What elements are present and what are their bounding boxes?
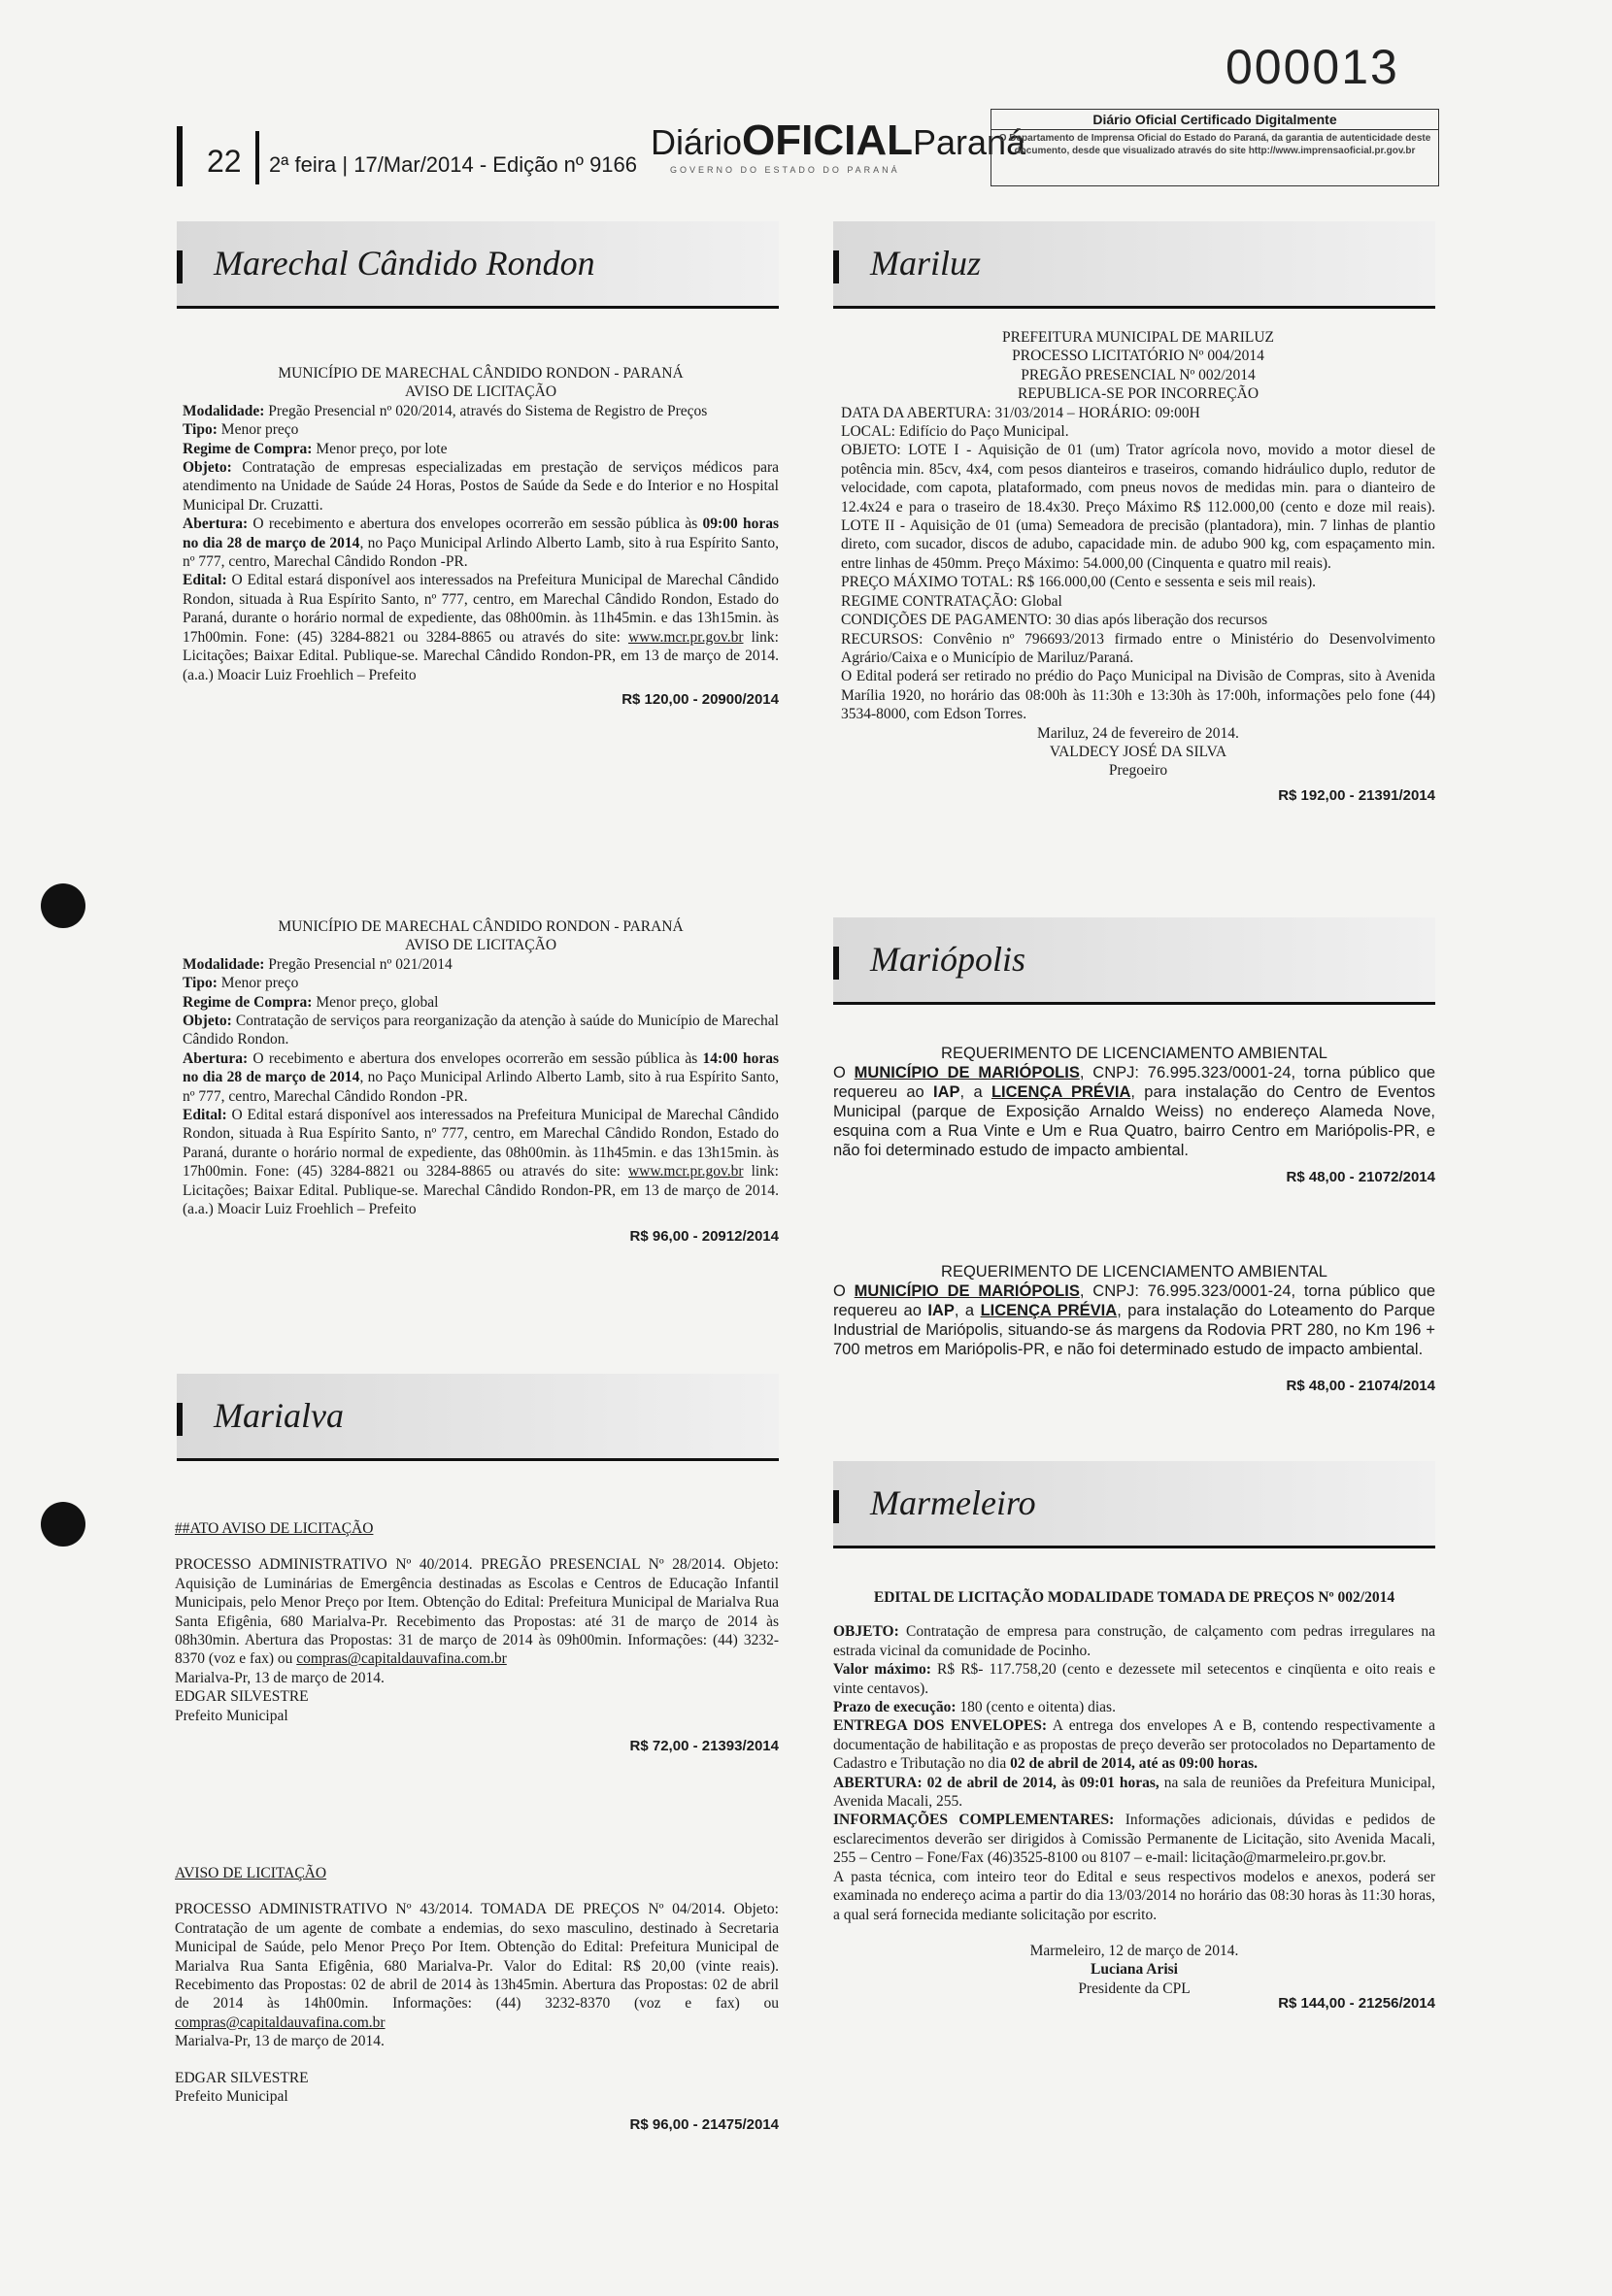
notice-mariopolis-2: REQUERIMENTO DE LICENCIAMENTO AMBIENTAL O MUNICÍPIO DE MARIÓPOLIS, CNPJ: 76.995.323/0001-24, torna público que requereu ao IAP, a LICENÇA PRÉVIA, para instalação do Loteamento do Parque Industrial de Mariópolis, situando-se ás margens da Rodovia PRT 280, no Km 196 + 700 metros em Mariópolis-PR, e não foi determinado estudo de impacto ambiental. R$ 48,00 - 21074/2014 [833, 1263, 1436, 1394]
issue-info: 2ª feira | 17/Mar/2014 - Edição nº 9166 [269, 152, 638, 177]
notice-marialva-1: ##ATO AVISO DE LICITAÇÃO PROCESSO ADMINISTRATIVO Nº 40/2014. PREGÃO PRESENCIAL Nº 28/2014. Objeto: Aquisição de Luminárias de Emergência destinadas as Escolas e Centros de Educação Infantil Municipais, pelo Menor Preço por Item. Obtenção do Edital: Prefeitura Municipal de Marialva Rua Santa Efigênia, 680 Marialva-Pr. Recebimento das Propostas: até 31 de março de 2014 às 08h30min. Abertura das Propostas: 31 de março de 2014 às 09h00min. Informações: (44) 3232-8370 (voz e fax) ou compras@capitaldauvafina.com.br Marialva-Pr, 13 de março de 2014. EDGAR SILVESTRE Prefeito Municipal R$ 72,00 - 21393/2014 [175, 1520, 779, 1755]
price-tag: R$ 144,00 - 21256/2014 [1278, 1995, 1435, 2013]
header-bar [255, 131, 259, 184]
cert-body: O Departamento de Imprensa Oficial do Estado do Paraná, da garantia de autenticidade deste documento, desde que visualizado através do site http://www.imprensaoficial.pr.gov.br [998, 133, 1431, 156]
section-header-marialva: Marialva [177, 1374, 779, 1461]
section-header-marechal: Marechal Cândido Rondon [177, 221, 779, 309]
notice-mcr-2: MUNICÍPIO DE MARECHAL CÂNDIDO RONDON - PARANÁ AVISO DE LICITAÇÃO Modalidade: Pregão Presencial nº 021/2014 Tipo: Menor preço Regime de Compra: Menor preço, global Objeto: Contratação de serviços para reorganização da atenção à saúde do Município de Marechal Cândido Rondon. Abertura: O recebimento e abertura dos envelopes ocorrerão em sessão pública às 14:00 horas no dia 28 de março de 2014, no Paço Municipal Arlindo Alberto Lamb, sito à rua Espírito Santo, nº 777, centro, Marechal Cândido Rondon -PR. Edital: O Edital estará disponível aos interessados na Prefeitura Municipal de Marechal Cândido Rondon, situada à Rua Espírito Santo, nº 777, centro, em Marechal Cândido Rondon, Estado do Paraná, durante o horário normal de expediente, das 08h00min. às 11h45min. e das 13h15min. às 17h00min. Fone: (45) 3284-8821 ou 3284-8865 ou através do site: www.mcr.pr.gov.br link: Licitações; Baixar Edital. Publique-se. Marechal Cândido Rondon-PR, em 13 de março de 2014. (a.a.) Moacir Luiz Froehlich – Prefeito R$ 96,00 - 20912/2014 [183, 918, 779, 1245]
page-stamp: 000013 [1226, 40, 1399, 94]
header-bar [177, 126, 183, 186]
page-number: 22 [207, 144, 242, 179]
notice-mariluz: PREFEITURA MUNICIPAL DE MARILUZ PROCESSO LICITATÓRIO Nº 004/2014 PREGÃO PRESENCIAL Nº 002/2014 REPUBLICA-SE POR INCORREÇÃO DATA DA ABERTURA: 31/03/2014 – HORÁRIO: 09:00H LOCAL: Edifício do Paço Municipal. OBJETO: LOTE I - Aquisição de 01 (um) Trator agrícola novo, movido a motor diesel de potência min. 85cv, 4x4, com pesos dianteiros e traseiros, comando hidráulico duplo, redutor de velocidade, com capota, plataformado, com pneus novos de medidas min. para o dianteiro de 12.4x24 e para o traseiro de 18.4x30. Preço Máximo R$ 112.000,00 (cento e doze mil reais). LOTE II - Aquisição de 01 (uma) Semeadora de precisão (plantadora), min. 7 linhas de plantio direto, com sucador, discos de adubo, capacidade min. de adubo 900 kg, com espaçamento min. entre linhas de 450mm. Preço Máximo: 54.000,00 (Cinquenta e quatro mil reais). PREÇO MÁXIMO TOTAL: R$ 166.000,00 (Cento e sessenta e seis mil reais). REGIME CONTRATAÇÃO: Global CONDIÇÕES DE PAGAMENTO: 30 dias após liberação dos recursos RECURSOS: Convênio nº 796693/2013 firmado entre o Ministério do Desenvolvimento Agrário/Caixa e o Município de Mariluz/Paraná. O Edital poderá ser retirado no prédio do Paço Municipal na Divisão de Compras, sito à Avenida Marília 1920, no horário das 08:00h às 11:30h e 13:30h às 17:00h, informações pelo fone (44) 3534-8000, com Edson Torres. Mariluz, 24 de fevereiro de 2014. VALDECY JOSÉ DA SILVA Pregoeiro R$ 192,00 - 21391/2014 [841, 329, 1435, 804]
punch-hole [41, 1502, 85, 1547]
price-tag: R$ 48,00 - 21072/2014 [1286, 1169, 1435, 1185]
notice-mcr-1: MUNICÍPIO DE MARECHAL CÂNDIDO RONDON - PARANÁ AVISO DE LICITAÇÃO Modalidade: Pregão Presencial nº 020/2014, através do Sistema de Registro de Preços Tipo: Menor preço Regime de Compra: Menor preço, por lote Objeto: Contratação de empresas especializadas em prestação de serviços médicos para atendimento na Unidade de Saúde 24 Horas, Postos de Saúde da Sede e do Interior e no Hospital Municipal Dr. Cruzatti. Abertura: O recebimento e abertura dos envelopes ocorrerão em sessão pública às 09:00 horas no dia 28 de março de 2014, no Paço Municipal Arlindo Alberto Lamb, sito à rua Espírito Santo, nº 777, centro, Marechal Cândido Rondon -PR. Edital: O Edital estará disponível aos interessados na Prefeitura Municipal de Marechal Cândido Rondon, situada à Rua Espírito Santo, nº 777, centro, em Marechal Cândido Rondon, Estado do Paraná, durante o horário normal de expediente, das 08h00min. às 11h45min. e das 13h15min. às 17h00min. Fone: (45) 3284-8821 ou 3284-8865 ou através do site: www.mcr.pr.gov.br link: Licitações; Baixar Edital. Publique-se. Marechal Cândido Rondon-PR, em 13 de março de 2014. (a.a.) Moacir Luiz Froehlich – Prefeito R$ 120,00 - 20900/2014 [183, 365, 779, 708]
section-header-mariopolis: Mariópolis [833, 917, 1435, 1005]
price-tag: R$ 72,00 - 21393/2014 [629, 1738, 779, 1755]
notice-mariopolis-1: REQUERIMENTO DE LICENCIAMENTO AMBIENTAL O MUNICÍPIO DE MARIÓPOLIS, CNPJ: 76.995.323/0001-24, torna público que requereu ao IAP, a LICENÇA PRÉVIA, para instalação do Centro de Eventos Municipal (parque de Exposição Arnaldo Weiss) no endereço Alameda Nove, esquina com a Rua Vinte e Um e Rua Quatro, bairro Centro em Mariópolis-PR, e não foi determinado estudo de impacto ambiental. R$ 48,00 - 21072/2014 [833, 1045, 1436, 1185]
section-header-marmeleiro: Marmeleiro [833, 1461, 1435, 1548]
logo-subtitle: GOVERNO DO ESTADO DO PARANÁ [670, 165, 900, 175]
price-tag: R$ 96,00 - 21475/2014 [629, 2116, 779, 2134]
notice-marmeleiro: EDITAL DE LICITAÇÃO MODALIDADE TOMADA DE PREÇOS Nº 002/2014 OBJETO: Contratação de empresa para construção, de calçamento com pedras irregulares na estrada vicinal da comunidade de Pocinho. Valor máximo: R$ R$- 117.758,20 (cento e dezessete mil setecentos e cinqüenta e oito reais e vinte centavos). Prazo de execução: 180 (cento e oitenta) dias. ENTREGA DOS ENVELOPES: A entrega dos envelopes A e B, contendo respectivamente a documentação de habilitação e as propostas de preço deverão ser protocolados no Departamento de Cadastro e Tributação no dia 02 de abril de 2014, até as 09:00 horas. ABERTURA: 02 de abril de 2014, às 09:01 horas, na sala de reuniões da Prefeitura Municipal, Avenida Macali, 255. INFORMAÇÕES COMPLEMENTARES: Informações adicionais, dúvidas e pedidos de esclarecimentos deverão ser dirigidos à Comissão Permanente de Licitação, sito Avenida Macali, 255 – Centro – Fone/Fax (46)3525-8100 ou 8107 – e-mail: licitação@marmeleiro.pr.gov.br. A pasta técnica, com inteiro teor do Edital e seus respectivos modelos e anexos, poderá ser examinada no endereço acima a partir do dia 13/03/2014 no horário das 08:30 horas às 11:30 horas, a qual será fornecida mediante solicitação por escrito. Marmeleiro, 12 de março de 2014. Luciana Arisi Presidente da CPL R$ 144,00 - 21256/2014 [833, 1589, 1436, 2013]
price-tag: R$ 96,00 - 20912/2014 [629, 1227, 779, 1245]
cert-title: Diário Oficial Certificado Digitalmente [991, 110, 1438, 130]
notice-marialva-2: AVISO DE LICITAÇÃO PROCESSO ADMINISTRATIVO Nº 43/2014. TOMADA DE PREÇOS Nº 04/2014. Objeto: Contratação de um agente de combate a endemias, do sexo masculino, destinado à Secretaria Municipal de Saúde, pelo Menor Preço Por Item. Obtenção do Edital: Prefeitura Municipal de Marialva Rua Santa Efigênia, 680 Marialva-Pr. Valor do Edital: R$ 20,00 (vinte reais). Recebimento das Propostas: 02 de abril de 2014 às 13h45min. Abertura das Propostas: 02 de abril de 2014 às 14h00min. Informações: (44) 3232-8370 (voz e fax) ou compras@capitaldauvafina.com.br Marialva-Pr, 13 de março de 2014. EDGAR SILVESTRE Prefeito Municipal R$ 96,00 - 21475/2014 [175, 1865, 779, 2134]
newspaper-logo: DiárioOFICIALParaná [651, 116, 1026, 164]
price-tag: R$ 192,00 - 21391/2014 [1278, 786, 1435, 804]
punch-hole [41, 883, 85, 928]
price-tag: R$ 120,00 - 20900/2014 [621, 690, 779, 708]
price-tag: R$ 48,00 - 21074/2014 [1286, 1378, 1435, 1394]
section-header-mariluz: Mariluz [833, 221, 1435, 309]
certification-box [991, 109, 1439, 186]
